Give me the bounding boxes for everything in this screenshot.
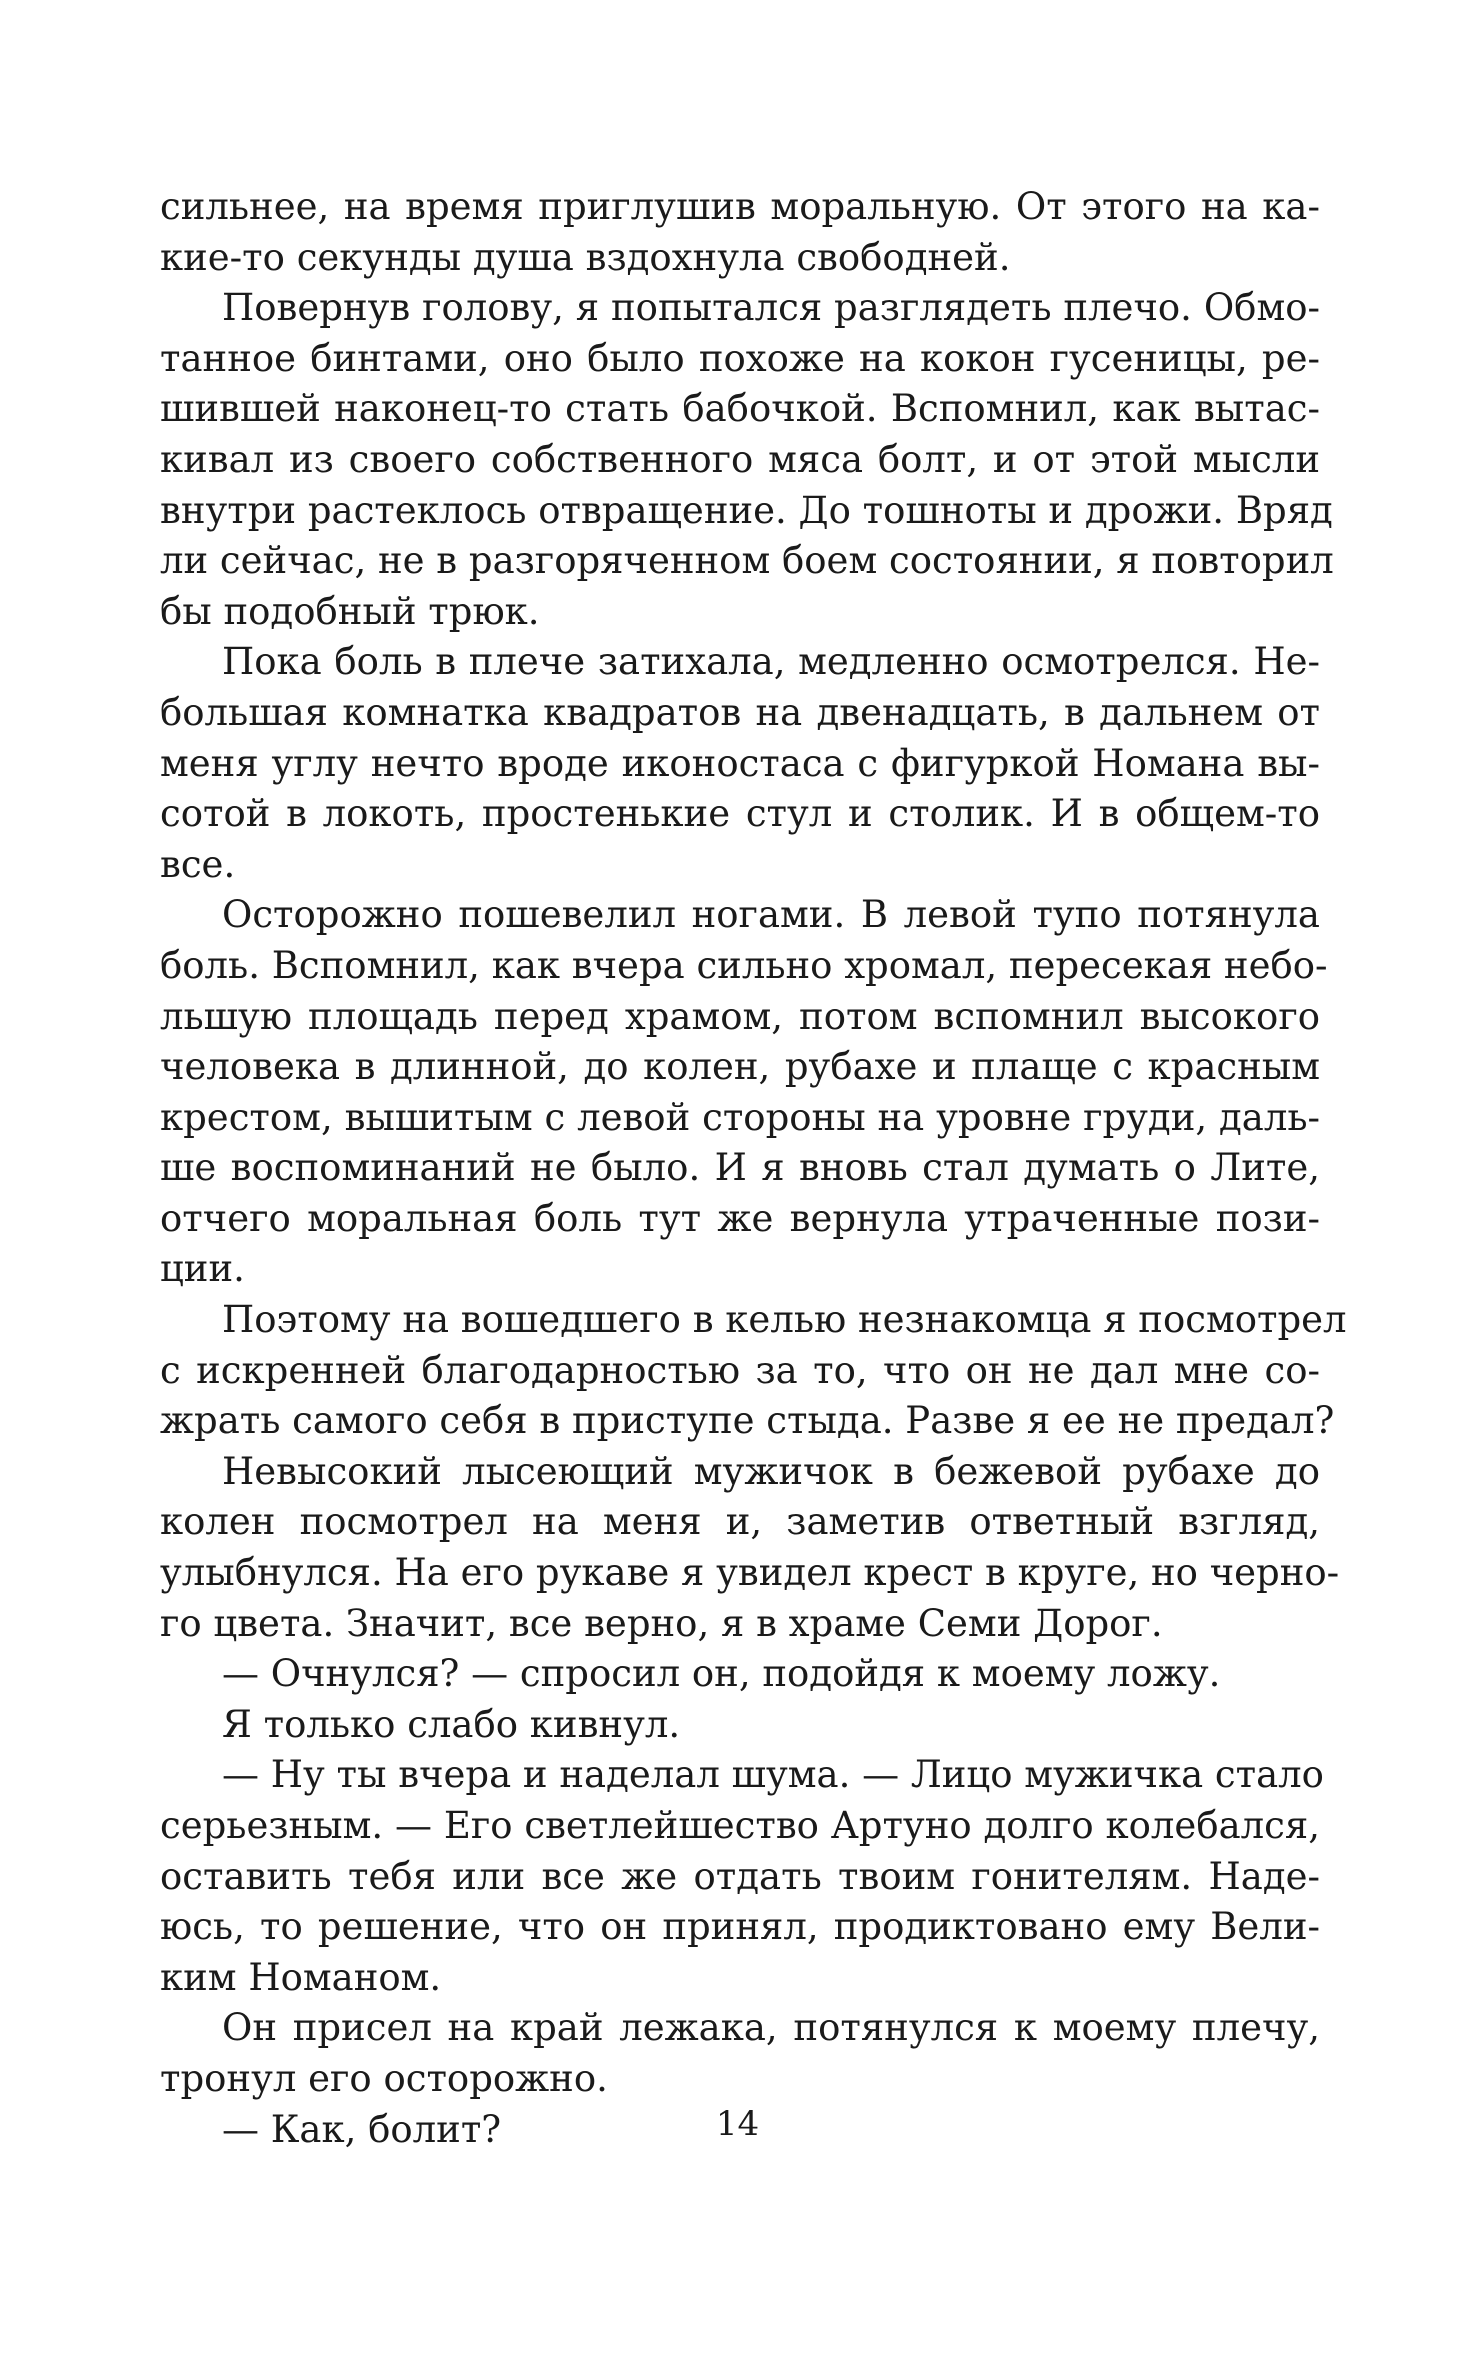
page-number: 14 [715, 2104, 760, 2144]
text-line: го цвета. Значит, все верно, я в храме Семи Дорог. [160, 1601, 1163, 1645]
text-line: отчего моральная боль тут же вернула утраченные пози- [160, 1196, 1320, 1240]
text-line: внутри растеклось отвращение. До тошноты и дрожи. Вряд [160, 488, 1333, 532]
text-line: льшую площадь перед храмом, потом вспомнил высокого [160, 994, 1320, 1038]
text-line: — Очнулся? — спросил он, подойдя к моему ложу. [222, 1652, 1221, 1696]
body-text [160, 182, 1347, 2155]
text-line: — Как, болит? [222, 2107, 502, 2151]
text-line: жрать самого себя в приступе стыда. Разве я ее не предал? [160, 1399, 1335, 1443]
text-line: ким Номаном. [160, 1955, 442, 1999]
text-line: Я только слабо кивнул. [222, 1702, 681, 1746]
text-line: оставить тебя или все же отдать твоим гонителям. Наде- [160, 1854, 1320, 1898]
text-line: Осторожно пошевелил ногами. В левой тупо потянула [222, 893, 1320, 937]
text-line: человека в длинной, до колен, рубахе и плаще с красным [160, 1045, 1320, 1089]
text-line: колен посмотрел на меня и, заметив ответный взгляд, [160, 1500, 1320, 1544]
text-line: Повернув голову, я попытался разглядеть плечо. Обмо- [222, 286, 1320, 330]
text-line: танное бинтами, оно было похоже на кокон гусеницы, ре- [160, 336, 1320, 380]
text-line: — Ну ты вчера и наделал шума. — Лицо мужичка стало [222, 1753, 1324, 1797]
text-line: Поэтому на вошедшего в келью незнакомца я посмотрел [222, 1298, 1347, 1342]
text-line: кивал из своего собственного мяса болт, и от этой мысли [160, 437, 1320, 481]
text-line: ции. [160, 1247, 245, 1291]
text-line: все. [160, 842, 236, 886]
text-line: серьезным. — Его светлейшество Артуно долго колебался, [160, 1804, 1320, 1847]
text-line: сотой в локоть, простенькие стул и столик. И в общем-то [160, 792, 1320, 836]
text-line: Невысокий лысеющий мужичок в бежевой рубахе до [222, 1449, 1320, 1493]
text-line: бы подобный трюк. [160, 589, 540, 633]
text-line: с искренней благодарностью за то, что он не дал мне со- [160, 1348, 1320, 1392]
text-line: юсь, то решение, что он принял, продиктовано ему Вели- [160, 1905, 1320, 1949]
text-line: боль. Вспомнил, как вчера сильно хромал, пересекая небо- [160, 943, 1328, 987]
text-line: меня углу нечто вроде иконостаса с фигуркой Номана вы- [160, 741, 1320, 785]
text-line: кие-то секунды душа вздохнула свободней. [160, 235, 1011, 279]
text-line: ше воспоминаний не было. И я вновь стал думать о Лите, [160, 1146, 1320, 1190]
text-line: Пока боль в плече затихала, медленно осмотрелся. Не- [222, 640, 1320, 684]
text-line: крестом, вышитым с левой стороны на уровне груди, даль- [160, 1095, 1320, 1139]
text-line: тронул его осторожно. [160, 2056, 608, 2100]
text-line: сильнее, на время приглушив моральную. От этого на ка- [160, 185, 1320, 228]
text-line: шившей наконец-то стать бабочкой. Вспомнил, как вытас- [160, 387, 1320, 431]
text-line: большая комнатка квадратов на двенадцать, в дальнем от [160, 690, 1320, 734]
text-line: Он присел на край лежака, потянулся к моему плечу, [222, 2006, 1320, 2050]
text-line: улыбнулся. На его рукаве я увидел крест в круге, но черно- [160, 1551, 1340, 1595]
text-line: ли сейчас, не в разгоряченном боем состоянии, я повторил [160, 539, 1334, 583]
